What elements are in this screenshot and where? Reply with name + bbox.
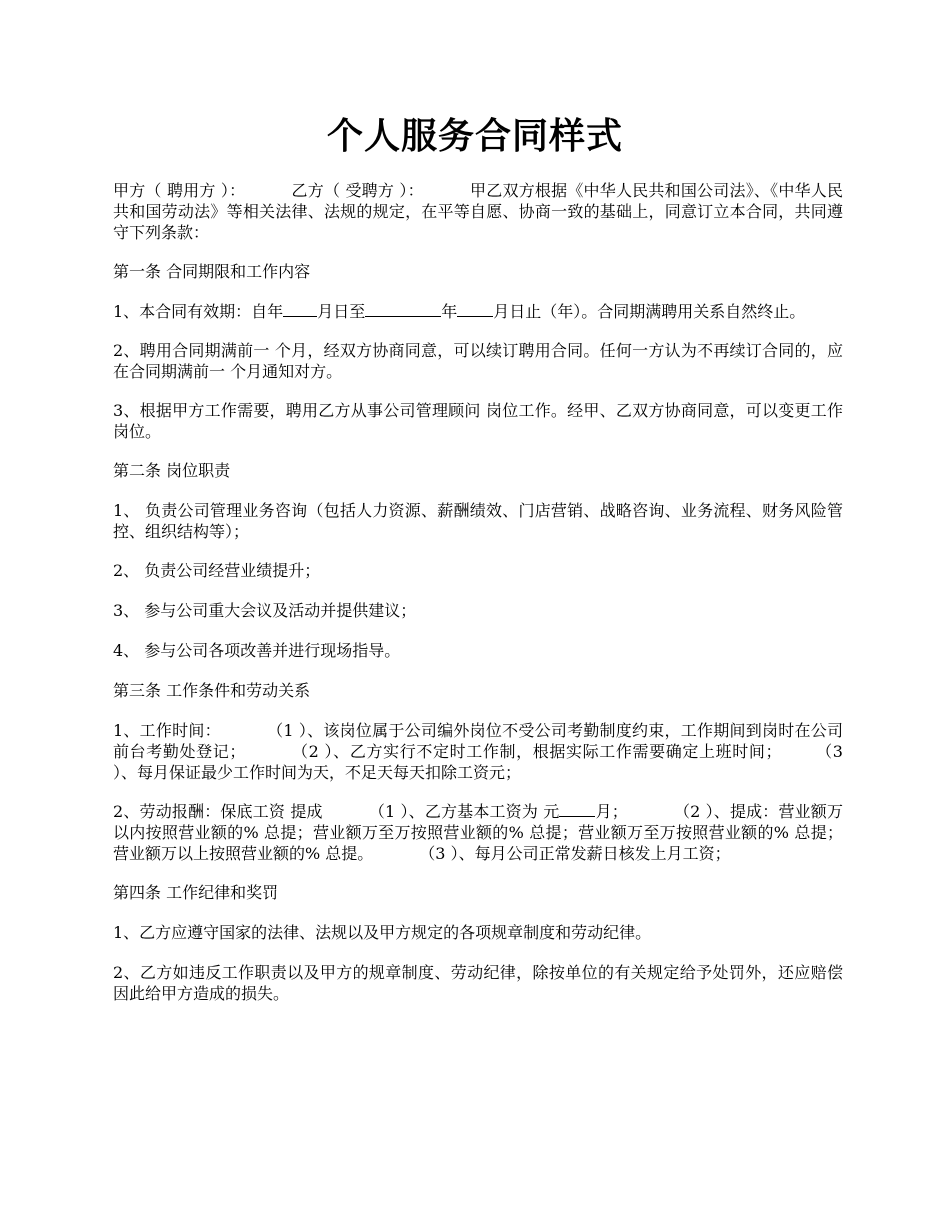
document-body [113,180,843,1022]
article-2-clause-1: 1、 负责公司管理业务咨询（包括人力资源、薪酬绩效、门店营销、战略咨询、业务流程、财务风险管控、组织结构等）； [113,501,843,541]
clause-text: （1 ）、该岗位属于公司编外岗位不受公司考勤制度约束，工作期间到岗时在公司前台考勤处登记； [113,721,843,761]
article-2-clause-3: 3、 参与公司重大会议及活动并提供建议； [113,601,417,620]
article-4-clause-1: 1、乙方应遵守国家的法律、法规以及甲方规定的各项规章制度和劳动纪律。 [113,923,652,942]
clause-text: （3 ）、每月保证最少工作时间为天，不足天每天扣除工资元； [113,742,843,782]
article-4-clause-2: 2、乙方如违反工作职责以及甲方的规章制度、劳动纪律，除按单位的有关规定给予处罚外，还应赔偿因此给甲方造成的损失。 [113,963,843,1003]
blank-field [365,302,441,317]
article-2-clause-2: 2、 负责公司经营业绩提升； [113,561,321,580]
clause-text: 1、本合同有效期：自年 [113,302,284,321]
clause-text: （2 ）、提成：营业额万以内按照营业额的% 总提；营业额万至万按照营业额的% 总提；营业额万至万按照营业额的% 总提；营业额万以上按照营业额的% 总提。 [113,802,843,863]
clause-text: 月； [595,802,628,821]
intro-text: 甲乙双方根据《中华人民共和国公司法》、《中华人民共和国劳动法》等相关法律、法规的规定，在平等自愿、协商一致的基础上，同意订立本合同，共同遵守下列条款： [113,181,843,242]
party-a-label: 甲方（ 聘用方 ）： [113,181,246,200]
article-4-heading: 第四条 工作纪律和奖罚 [113,883,279,902]
clause-text: 月日至 [317,302,366,321]
clause-text: （3 ）、每月公司正常发薪日核发上月工资； [419,844,731,863]
blank-field [457,302,493,317]
article-3-heading: 第三条 工作条件和劳动关系 [113,681,311,700]
article-2-heading: 第二条 岗位职责 [113,461,231,480]
article-1-clause-3: 3、根据甲方工作需要，聘用乙方从事公司管理顾问 岗位工作。经甲、乙双方协商同意，可以变更工作岗位。 [113,401,843,441]
article-3-clause-1 [113,720,843,783]
article-1-clause-1 [113,301,843,322]
party-b-label: 乙方（ 受聘方 ）： [291,181,424,200]
clause-text: 月日止（年）。合同期满聘用关系自然终止。 [493,302,806,321]
document-title: 个人服务合同样式 [326,115,623,157]
clause-text: 1、工作时间： [113,721,221,740]
blank-field [283,302,317,317]
clause-text: （1 ）、乙方基本工资为 元 [368,802,560,821]
clause-text: 2、劳动报酬：保底工资 提成 [113,802,323,821]
article-3-clause-2 [113,801,843,864]
clause-text: （2 ）、乙方实行不定时工作制，根据实际工作需要确定上班时间； [291,742,782,761]
intro-paragraph [113,180,843,243]
article-2-clause-4: 4、 参与公司各项改善并进行现场指导。 [113,641,401,660]
clause-text: 年 [441,302,458,321]
blank-field [559,802,595,817]
article-1-heading: 第一条 合同期限和工作内容 [113,262,311,281]
article-1-clause-2: 2、聘用合同期满前一 个月，经双方协商同意，可以续订聘用合同。任何一方认为不再续订合同的，应在合同期满前一 个月通知对方。 [113,341,843,381]
